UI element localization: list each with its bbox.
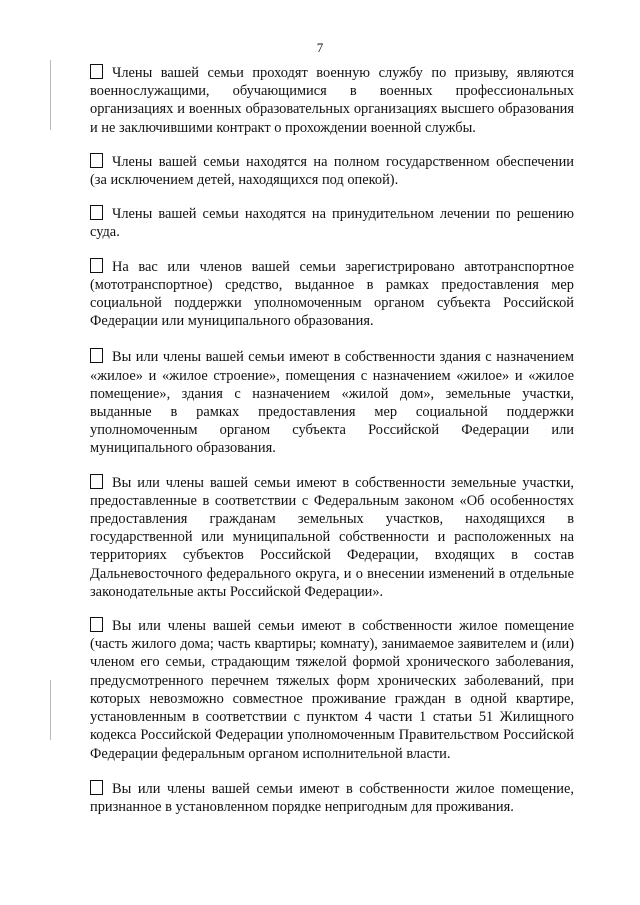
item-text: На вас или членов вашей семьи зарегистрировано автотранспортное (мототранспортное) средство, выданное в рамках предоставления мер социальной поддержки уполномоченным органом субъекта Российской Федерации или муниципального образования. [90,258,574,330]
checklist-item [90,348,574,457]
checklist-item [90,780,574,816]
checkbox-vehicle[interactable] [90,258,103,273]
checklist-item [90,64,574,137]
item-text: Вы или члены вашей семьи имеют в собственности жилое помещение, признанное в установленном порядке непригодным для проживания. [90,780,574,815]
item-text: Члены вашей семьи находятся на полном государственном обеспечении (за исключением детей, находящихся под опекой). [90,153,574,189]
item-text: Вы или члены вашей семьи имеют в собственности земельные участки, предоставленные в соответствии с Федеральным законом «Об особенностях предоставления гражданам земельных участков, находящихся в государственной или муниципальной собственности и расположенных на территориях субъектов Российской Федерации, входящих в состав Дальневосточного федерального округа, и о внесении изменений в отдельные законодательные акты Российской Федерации». [90,474,574,600]
checklist-item [90,474,574,601]
checklist-item [90,205,574,241]
checkbox-military-service[interactable] [90,64,103,79]
checklist-item [90,153,574,189]
checklist-item [90,258,574,331]
item-text: Члены вашей семьи проходят военную службу по призыву, являются военнослужащими, обучающимися в военных профессиональных организациях и военных образовательных организациях высшего образования и не заключившими контракт о прохождении военной службы. [90,65,574,136]
item-text: Вы или члены вашей семьи имеют в собственности здания с назначением «жилое» и «жилое строение», помещения с назначением «жилое» и «жилое помещение», здания с назначением «жилой дом», земельные участки, выданные в рамках предоставления мер социальной поддержки уполномоченным органом субъекта Российской Федерации или муниципального образования. [90,349,574,457]
checkbox-state-support[interactable] [90,153,103,168]
checkbox-far-east-land[interactable] [90,474,103,489]
checkbox-buildings[interactable] [90,348,103,363]
checkbox-housing-illness[interactable] [90,617,103,632]
checklist [90,64,574,816]
checkbox-compulsory-treatment[interactable] [90,205,103,220]
item-text: Вы или члены вашей семьи имеют в собственности жилое помещение (часть жилого дома; часть квартиры; комнату), занимаемое заявителем и (или) членом его семьи, страдающим тяжелой формой хронического заболевания, предусмотренного перечнем тяжелых форм хронических заболеваний, при которых невозможно совместное проживание граждан в одной квартире, установленным в соответствии с пунктом 4 части 1 статьи 51 Жилищного кодекса Российской Федерации уполномоченным Правительством Российской Федерации федеральным органом исполнительной власти. [90,618,574,762]
margin-line-lower [50,680,51,740]
page-number: 7 [316,40,324,55]
margin-line-upper [50,60,51,130]
item-text: Члены вашей семьи находятся на принудительном лечении по решению суда. [90,206,574,241]
checkbox-unfit-housing[interactable] [90,780,103,795]
checklist-item [90,617,574,763]
